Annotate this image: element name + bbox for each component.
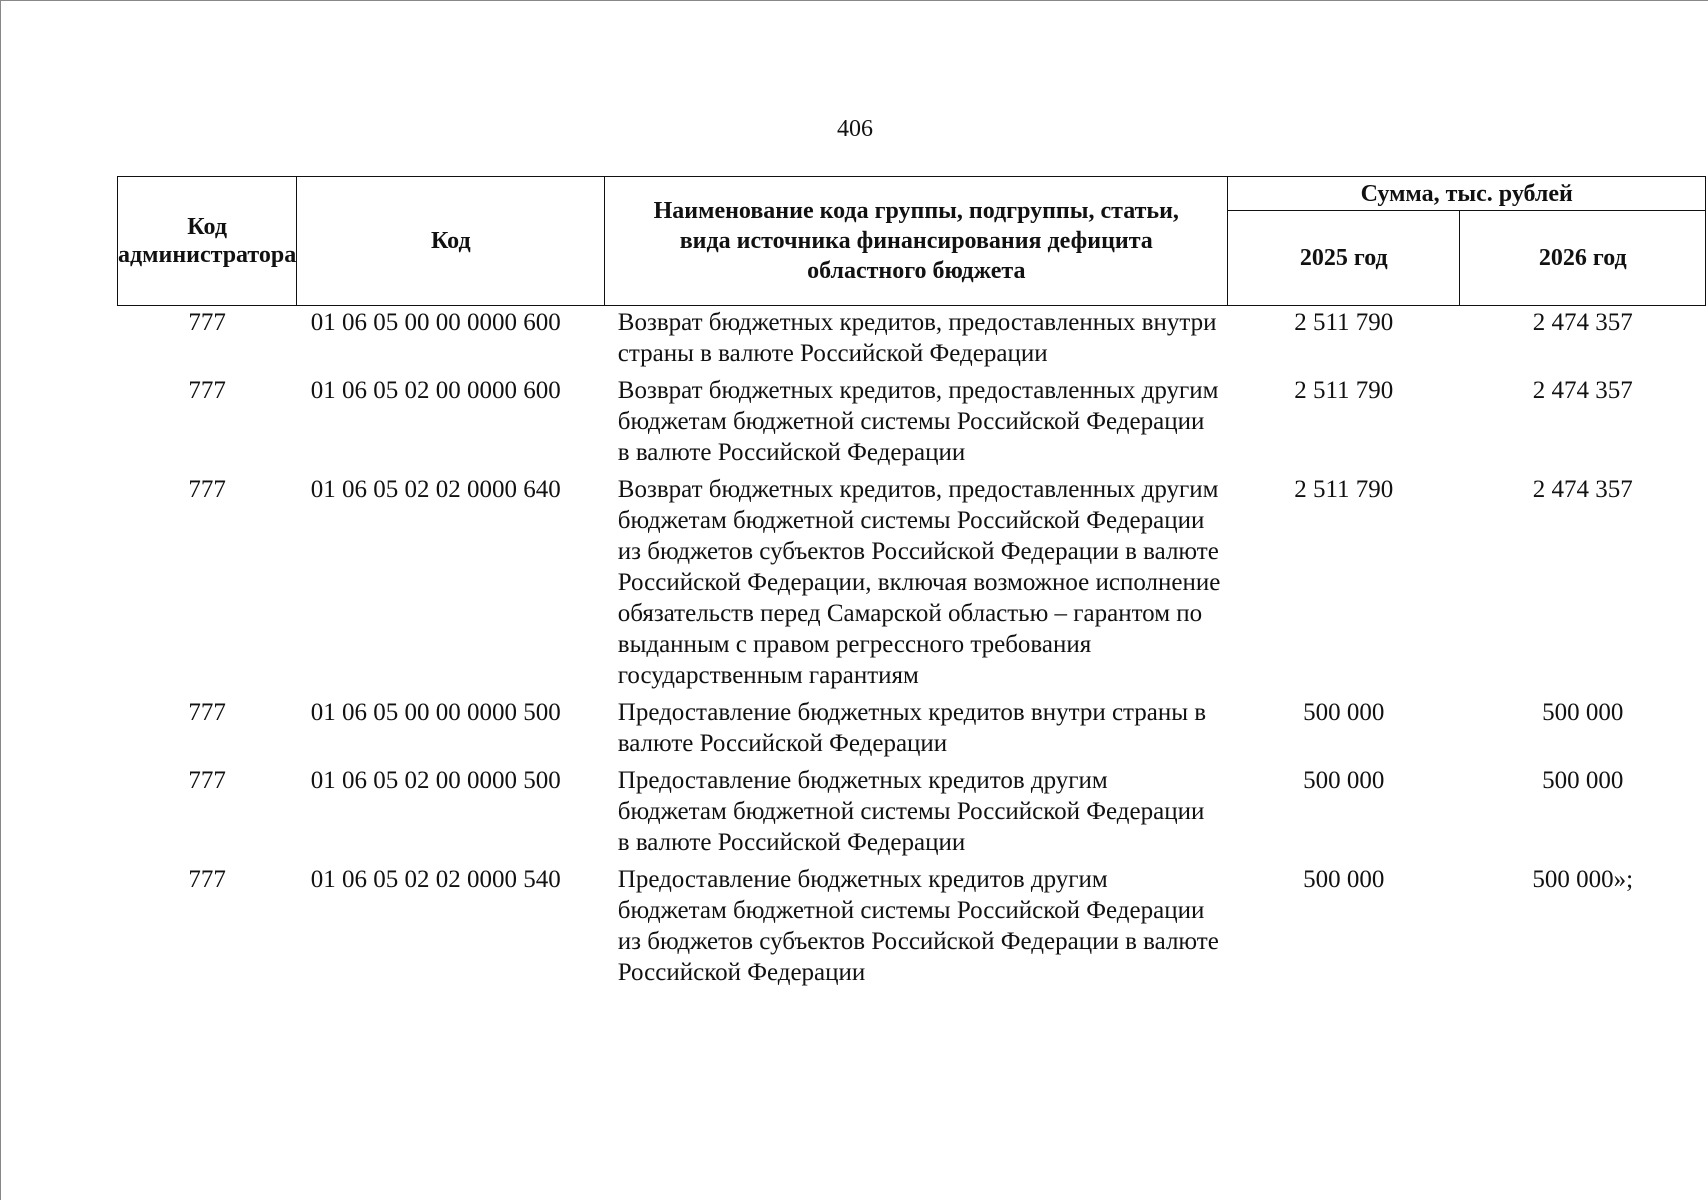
cell-admin-code: 777: [188, 767, 226, 794]
cell-sum-2026: 2 474 357: [1532, 476, 1633, 503]
cell-code: 01 06 05 02 02 0000 640: [310, 476, 561, 503]
cell-admin-code: 777: [188, 866, 226, 893]
header-code: Код: [297, 177, 605, 306]
cell-sum-2025: 2 511 790: [1294, 476, 1394, 503]
table-row: [118, 473, 1706, 696]
cell-sum-2025: 500 000: [1303, 866, 1385, 893]
cell-name: Возврат бюджетных кредитов, предоставленных другим бюджетам бюджетной системы Российской Федерации из бюджетов субъектов Российской Федерации в валюте Российской Федерации, включая возможное исполнение обязательств перед Самарской областью – гарантом по выданным с правом регрессного требования государственным гарантиям: [617, 476, 1221, 689]
cell-name: Предоставление бюджетных кредитов другим бюджетам бюджетной системы Российской Федерации в валюте Российской Федерации: [617, 767, 1205, 856]
cell-code: 01 06 05 02 00 0000 500: [310, 767, 561, 794]
table-body: [118, 306, 1706, 994]
cell-code: 01 06 05 00 00 0000 600: [310, 309, 561, 336]
page-number: 406: [837, 116, 873, 142]
header-name: Наименование кода группы, подгруппы, статьи, вида источника финансирования дефицита областного бюджета: [605, 177, 1228, 306]
cell-code: 01 06 05 00 00 0000 500: [310, 699, 561, 726]
cell-admin-code: 777: [188, 476, 226, 503]
cell-name: Возврат бюджетных кредитов, предоставленных другим бюджетам бюджетной системы Российской Федерации в валюте Российской Федерации: [617, 377, 1219, 466]
cell-sum-2026: 2 474 357: [1532, 377, 1633, 404]
budget-sources-table: [117, 176, 1706, 993]
cell-code: 01 06 05 02 00 0000 600: [310, 377, 561, 404]
page-border: [0, 0, 1, 1200]
cell-admin-code: 777: [188, 377, 226, 404]
cell-sum-2025: 2 511 790: [1294, 309, 1394, 336]
cell-name: Предоставление бюджетных кредитов внутри страны в валюте Российской Федерации: [617, 699, 1207, 757]
table-row: [118, 764, 1706, 863]
cell-sum-2025: 500 000: [1303, 767, 1385, 794]
cell-name: Предоставление бюджетных кредитов другим бюджетам бюджетной системы Российской Федерации из бюджетов субъектов Российской Федерации в валюте Российской Федерации: [617, 866, 1219, 986]
cell-sum-2026: 500 000»;: [1532, 866, 1634, 893]
cell-sum-2026: 500 000: [1542, 767, 1624, 794]
cell-sum-2025: 2 511 790: [1294, 377, 1394, 404]
page-border: [0, 0, 1708, 1]
table-row: [118, 306, 1706, 375]
cell-name: Возврат бюджетных кредитов, предоставленных внутри страны в валюте Российской Федерации: [617, 309, 1217, 367]
table-row: [118, 696, 1706, 764]
table-row: [118, 863, 1706, 993]
cell-sum-2025: 500 000: [1303, 699, 1385, 726]
cell-sum-2026: 500 000: [1542, 699, 1624, 726]
header-admin-code: Код администратора: [118, 177, 297, 306]
cell-admin-code: 777: [188, 699, 226, 726]
header-sum: Сумма, тыс. рублей: [1228, 177, 1706, 211]
table-row: [118, 374, 1706, 473]
header-year-2026: 2026 год: [1460, 211, 1706, 306]
header-year-2025: 2025 год: [1228, 211, 1460, 306]
cell-sum-2026: 2 474 357: [1532, 309, 1633, 336]
cell-admin-code: 777: [188, 309, 226, 336]
cell-code: 01 06 05 02 02 0000 540: [310, 866, 561, 893]
